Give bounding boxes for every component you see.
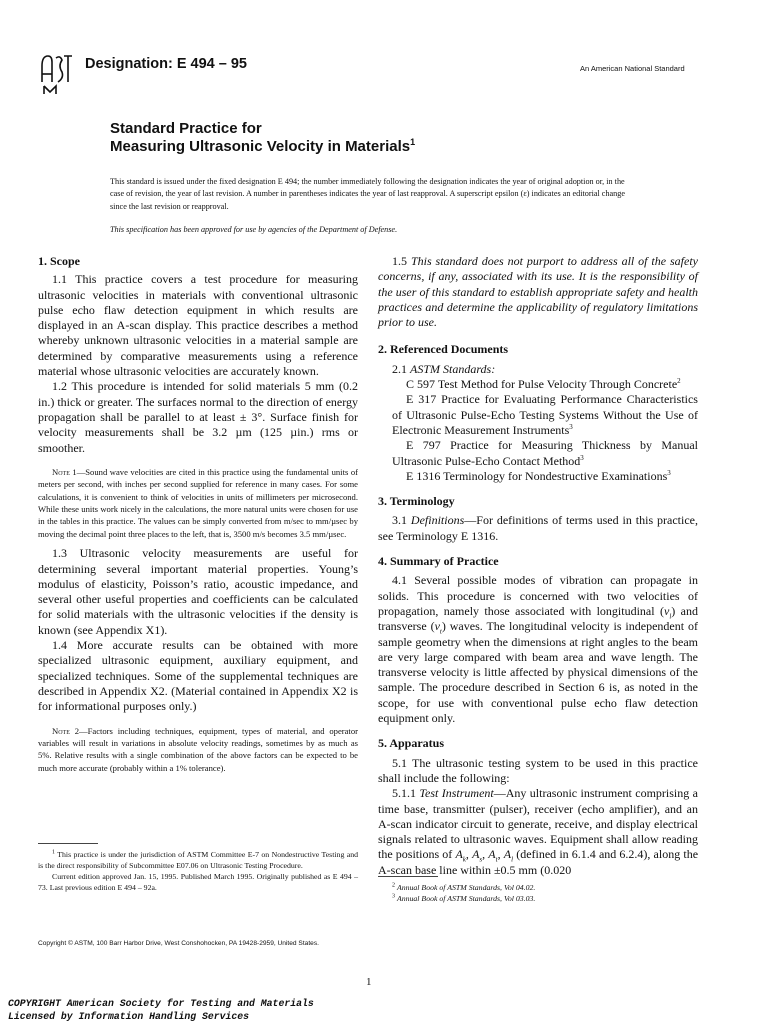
para-4-1-part-a: 4.1 Several possible modes of vibration can propagate in solids. This procedure is concerned with two velocities of propagation, namely those associated with longitudinal ( xyxy=(378,573,698,618)
footnote-1-text: This practice is under the jurisdiction of ASTM Committee E-7 on Nondestructive Testing and is the direct responsibility of Subcommittee E07.06 on Ultrasonic Testing Procedure. xyxy=(38,850,359,870)
para-1-1: 1.1 This practice covers a test procedure for measuring ultrasonic velocities in materials with conventional ultrasonic pulse echo flaw detection equipment in which results are displayed in an A-scan display. This practice describes a method whereby unknown ultrasonic velocities in a material sample are determined by comparative measurements using a reference material whose ultrasonic velocities are accurately known. xyxy=(38,272,358,379)
symbol-a-k: $A_k$ xyxy=(455,847,466,864)
footnote-2-mark: 2 xyxy=(392,882,395,889)
issue-note: This standard is issued under the fixed designation E 494; the number immediately following the designation indicates the year of original adoption or, in the case of revision, the year of last revision. A number in parentheses indicates the year of last reapproval. A superscript epsilon (ε) indicates an editorial change since the last revision or reapproval. xyxy=(110,177,625,211)
title-line-1: Standard Practice for xyxy=(110,120,262,137)
left-footnotes xyxy=(38,843,358,893)
right-footnotes xyxy=(378,876,698,904)
para-1-5-num: 1.5 xyxy=(392,254,407,268)
reference-footnote-mark: 3 xyxy=(569,422,573,431)
title-footnote-mark: 1 xyxy=(410,137,416,147)
footnote-2 xyxy=(378,882,698,893)
reference-item xyxy=(378,377,698,392)
reference-code: E 1316 xyxy=(406,468,441,483)
title-line-2-text: Measuring Ultrasonic Velocity in Materials xyxy=(110,138,411,155)
para-5-1: 5.1 The ultrasonic testing system to be used in this practice shall include the following: xyxy=(378,755,698,785)
para-1-2: 1.2 This procedure is intended for solid materials 5 mm (0.2 in.) thick or greater. The surfaces normal to the direction of energy propagation shall be parallel to at least ± 3°. Surface finish for velocity measurements shall be 3.2 µm (125 µin.) rms or smoother. xyxy=(38,379,358,455)
para-5-1-1-term: Test Instrument xyxy=(419,786,494,801)
para-3-1-num: 3.1 xyxy=(392,513,407,528)
reference-title: Test Method for Pulse Velocity Through Concrete xyxy=(437,377,678,392)
reference-title: Terminology for Nondestructive Examinations xyxy=(443,468,668,483)
section-2-heading: 2. Referenced Documents xyxy=(378,342,509,357)
symbol-a-l: $A_l$ xyxy=(503,847,514,864)
note-2-text: —Factors including techniques, equipment, types of material, and operator variables will result in variations in absolute velocity readings, sometimes by as much as 5%. Relative results with a single combination of the above factors can be expected to be much more accurate (probably within a 1% tolerance). xyxy=(38,725,358,773)
para-1-4: 1.4 More accurate results can be obtained with more specialized ultrasonic equipment, auxiliary equipment, and specialized techniques. Some of the supplemental techniques are described in Appendix X2. (Material contained in Appendix X2 is for informational purposes only.) xyxy=(38,638,358,714)
reference-code: E 797 xyxy=(406,438,441,453)
para-4-1 xyxy=(378,573,698,726)
section-4-heading: 4. Summary of Practice xyxy=(378,554,499,569)
footnote-1 xyxy=(38,849,358,893)
footnote-rule-right xyxy=(378,876,438,877)
footnote-1-mark: 1 xyxy=(52,849,55,856)
license-line-1: COPYRIGHT American Society for Testing and Materials xyxy=(8,998,314,1009)
astm-logo-icon xyxy=(38,52,81,96)
para-1-5 xyxy=(378,254,698,330)
para-3-1-term: Definitions xyxy=(410,513,465,528)
approval-note: This specification has been approved for use by agencies of the Department of Defense. xyxy=(110,225,398,234)
title-line-2 xyxy=(110,138,415,156)
section-3-heading: 3. Terminology xyxy=(378,494,455,509)
para-4-1-part-c: ) waves. The longitudinal velocity is independent of sample geometry when the dimensions at right angles to the beam are very large compared with beam area and wave length. The transverse velocity is little affected by physical dimensions of the sample. The procedure described in Section 6 is, as noted in the scope, for use with conventional pulse echo flaw detection equipment only. xyxy=(378,619,698,726)
note-1-text: —Sound wave velocities are cited in this practice using the fundamental units of meters per second, with inches per second supplied for reference in many cases. For some calculations, it is convenient to think of velocities in units of millimeters per microsecond. While these units work nicely in the calculations, the more natural units were chosen for use in the tables in this practice. The values can be simply converted from m/sec to mm/µsec by moving the decimal point three places to the left, that is, 3500 m/s becomes 3.5 mm/µsec. xyxy=(38,466,358,539)
footnote-3-text: Annual Book of ASTM Standards, Vol 03.03. xyxy=(396,894,536,903)
reference-code: E 317 xyxy=(406,392,437,407)
section-5-heading: 5. Apparatus xyxy=(378,736,445,751)
reference-footnote-mark: 2 xyxy=(677,377,681,386)
reference-list xyxy=(378,377,698,484)
footnote-3-mark: 3 xyxy=(392,893,395,900)
symbol-v: v xyxy=(434,619,440,634)
para-5-1-1-part-a: —Any ultrasonic instrument comprising a time base, transmitter (pulser), receiver (echo amplifier), and an A-scan indicator circuit to generate, receive, and display electrical signals related to ultrasonic waves. Equipment shall allow reading the positions of xyxy=(378,786,699,862)
para-5-1-1-num: 5.1.1 xyxy=(392,786,416,801)
reference-code: C 597 xyxy=(406,377,436,392)
reference-item xyxy=(378,392,698,438)
para-3-1 xyxy=(378,513,698,544)
page-number: 1 xyxy=(366,976,372,988)
symbol-v: v xyxy=(664,603,670,618)
footnote-3 xyxy=(378,893,698,904)
license-notice xyxy=(8,997,314,1023)
left-column xyxy=(38,254,358,774)
para-2-1 xyxy=(378,362,698,377)
reference-title: Practice for Evaluating Performance Characteristics of Ultrasonic Pulse-Echo Testing Systems Without the Use of Electronic Measurement Instruments xyxy=(392,392,698,437)
symbol-a-s: $A_s$ xyxy=(472,847,483,864)
license-line-2: Licensed by Information Handling Services xyxy=(8,1011,250,1022)
footnote-2-text: Annual Book of ASTM Standards, Vol 04.02. xyxy=(396,883,536,892)
right-column xyxy=(378,254,698,878)
astm-logo-text: ASTM xyxy=(78,62,81,63)
note-1-label: Note 1 xyxy=(52,466,77,477)
reference-item xyxy=(378,469,698,484)
para-4-1-part-b: ) and transverse ( xyxy=(378,603,699,634)
para-2-1-label: ASTM Standards: xyxy=(410,361,496,376)
document-title xyxy=(110,120,415,156)
para-5-1-1: 5.1.1 Test Instrument—Any ultrasonic instrument comprising a time base, transmitter (pulser), receiver (echo amplifier), and an A-scan indicator circuit to generate, receive, and display electrical signals related to ultrasonic waves. Equipment shall allow reading the positions of $A_k$, $A_s$, $A_t$, $A_l$ (defined in 6.1.4 and 6.2.4), along the A-scan base line within ±0.5 mm (0.020 xyxy=(378,786,699,877)
para-2-1-num: 2.1 xyxy=(392,361,407,376)
symbol-subscript-l: l xyxy=(669,612,672,621)
para-1-3: 1.3 Ultrasonic velocity measurements are useful for determining several important material properties. Young’s modulus of elasticity, Poisson’s ratio, acoustic impedance, and several other useful properties and coefficients can be calculated for solid materials with the ultrasonic velocities if the density is known (see Appendix X1). xyxy=(38,546,358,637)
note-2 xyxy=(38,725,358,775)
symbol-subscript-t: t xyxy=(439,627,442,636)
national-standard-label: An American National Standard xyxy=(580,64,685,73)
reference-item xyxy=(378,438,698,469)
para-5-1-1-part-b: (defined in 6.1.4 and 6.2.4), along the A-scan base line within ±0.5 mm (0.020 xyxy=(378,847,699,877)
copyright-notice: Copyright © ASTM, 100 Barr Harbor Drive, West Conshohocken, PA 19428-2959, United States. xyxy=(38,940,319,947)
footnote-rule-left xyxy=(38,843,98,844)
reference-footnote-mark: 3 xyxy=(667,468,671,477)
footnote-1-edition: Current edition approved Jan. 15, 1995. Published March 1995. Originally published as E 494 – 73. Last previous edition E 494 – 92a. xyxy=(38,872,358,892)
para-3-1-text: —For definitions of terms used in this practice, see Terminology E 1316. xyxy=(378,513,698,543)
designation: Designation: E 494 – 95 xyxy=(85,56,247,72)
para-1-5-text: This standard does not purport to address all of the safety concerns, if any, associated with its use. It is the responsibility of the user of this standard to establish appropriate safety and health practices and determine the applicability of regulatory limitations prior to use. xyxy=(378,254,699,330)
symbol-a-t: $A_t$ xyxy=(488,847,498,864)
reference-footnote-mark: 3 xyxy=(580,453,584,462)
reference-title: Practice for Measuring Thickness by Manual Ultrasonic Pulse-Echo Contact Method xyxy=(392,438,698,468)
note-2-label: Note 2 xyxy=(52,725,79,736)
section-1-heading: 1. Scope xyxy=(38,254,80,268)
note-1 xyxy=(38,466,358,540)
